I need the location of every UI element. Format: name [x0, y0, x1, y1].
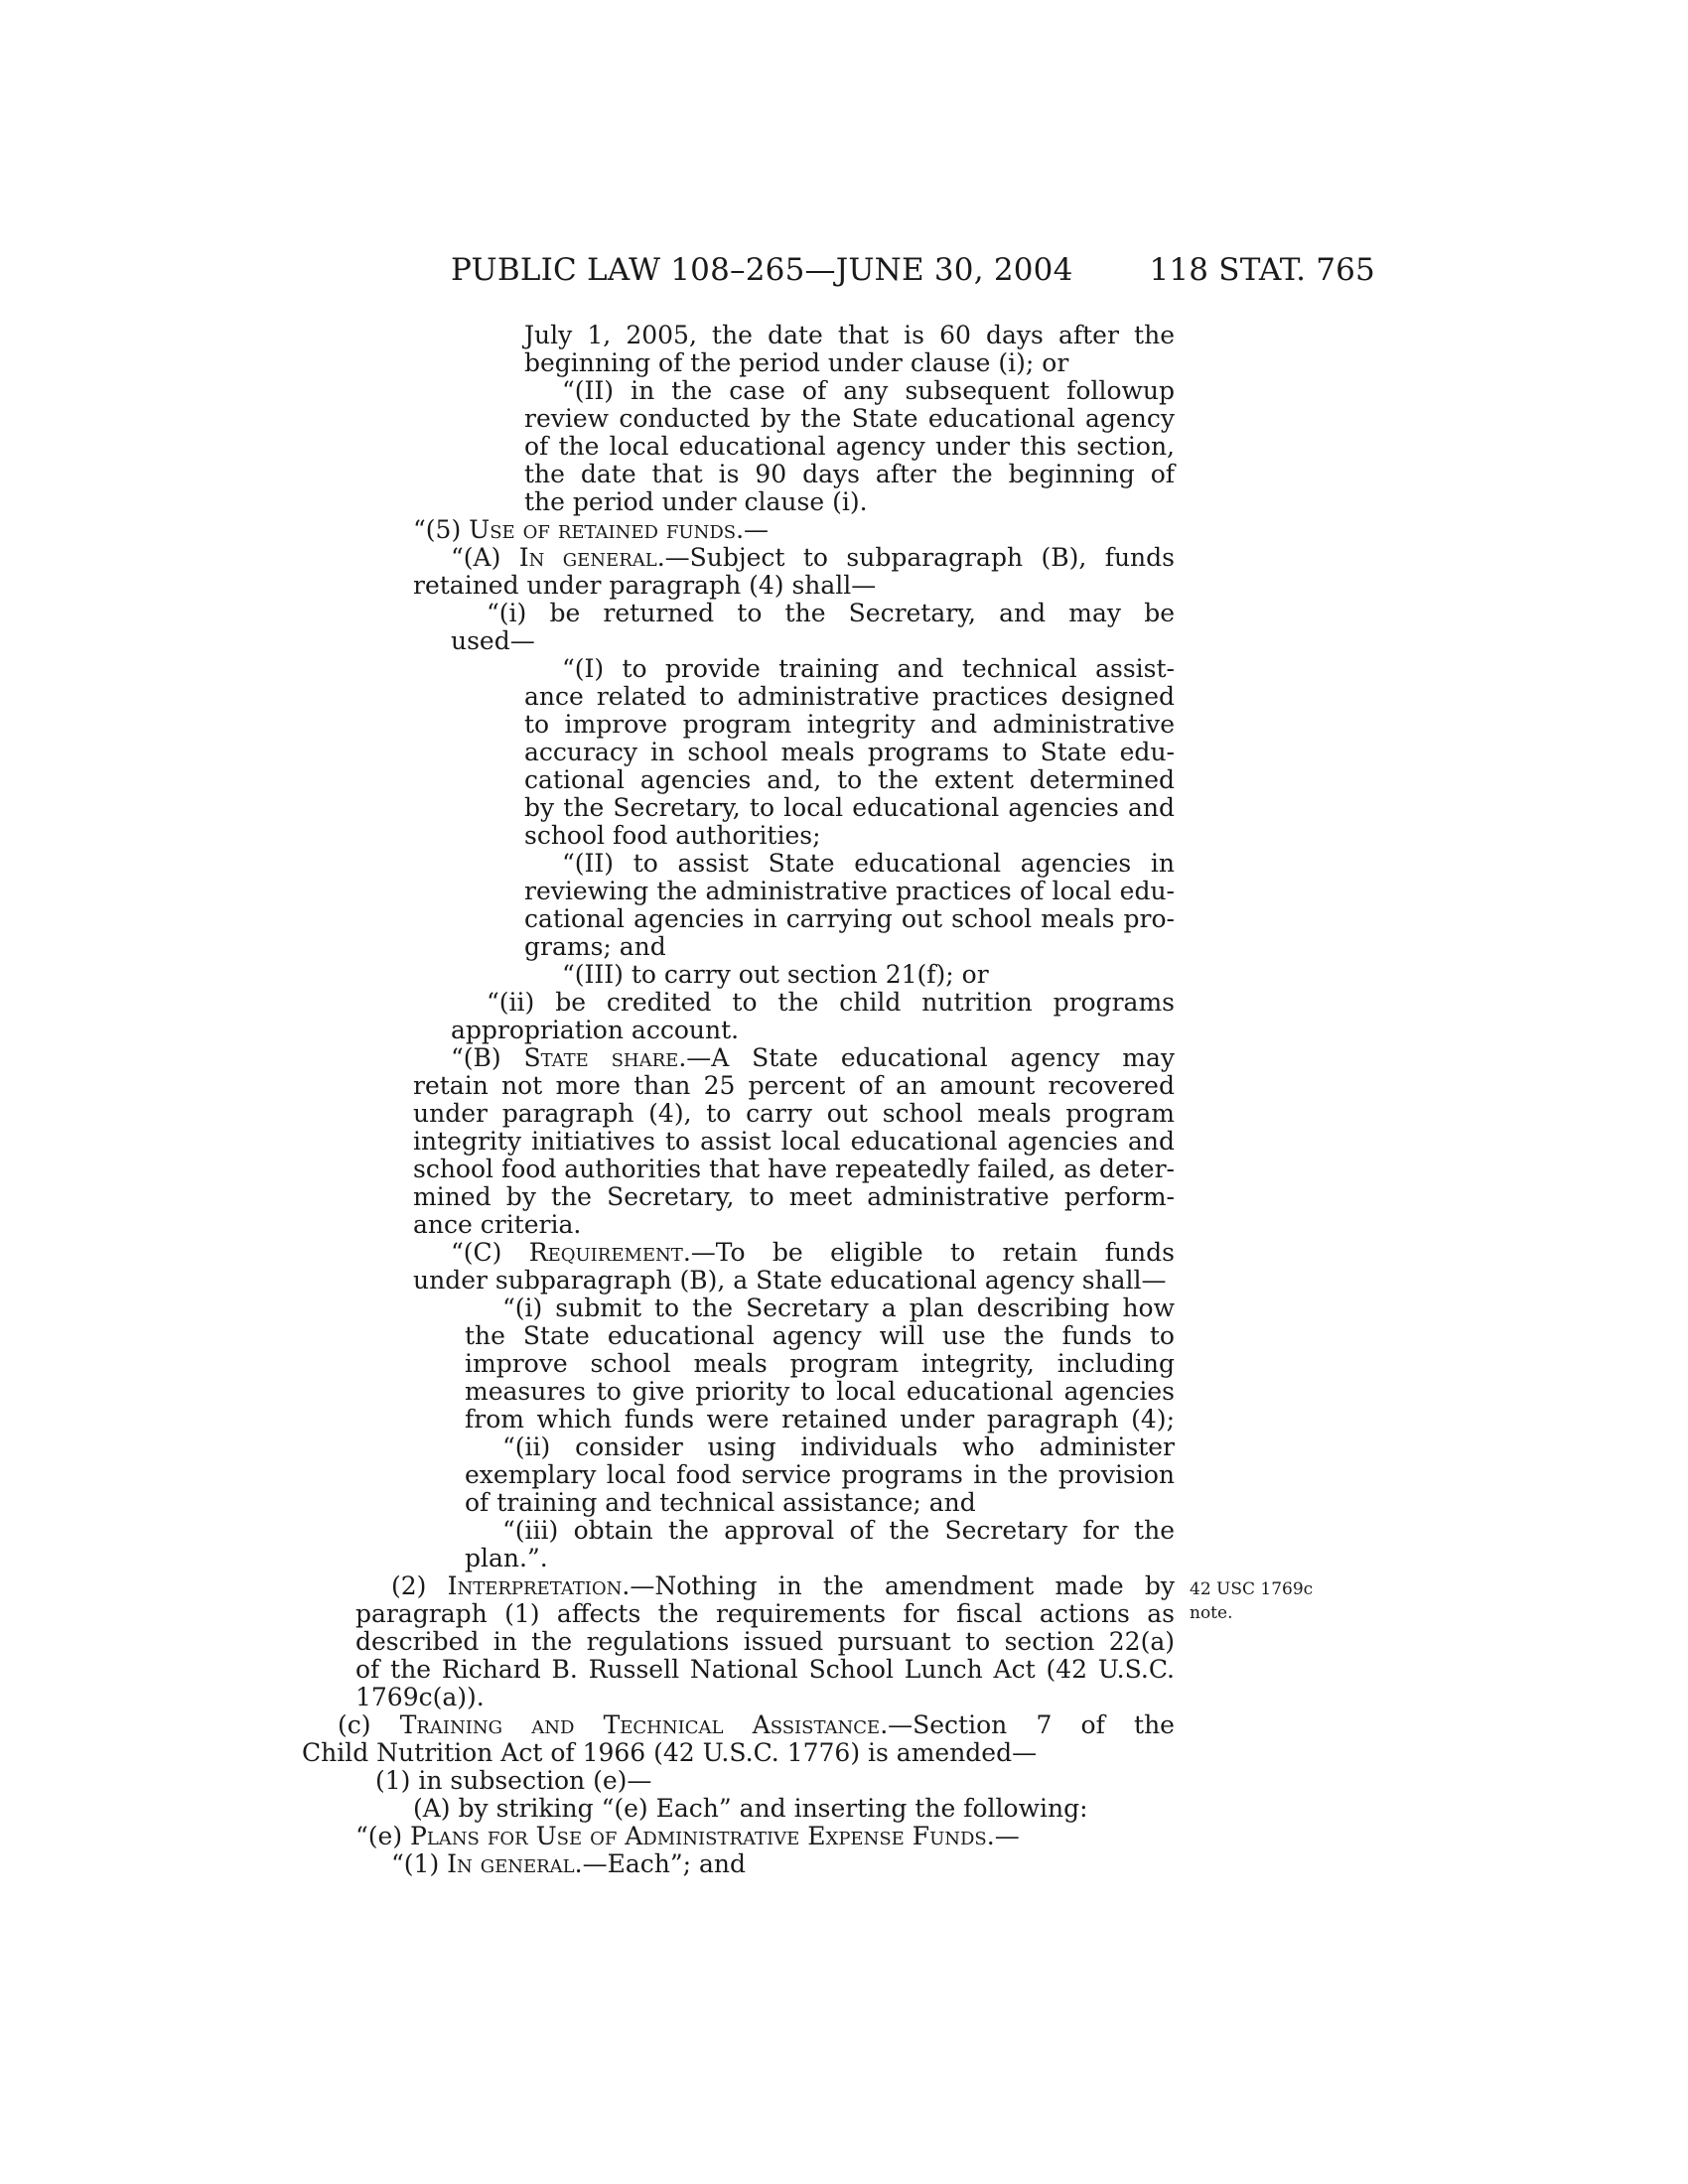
margin-note-note: note. — [1190, 1603, 1233, 1623]
text-line: review conducted by the State educational agency — [524, 404, 1175, 433]
paragraph-heading-line: “(C) Requirement.—To be eligible to retain funds — [451, 1238, 1175, 1267]
text-line: the period under clause (i). — [524, 487, 868, 516]
run-in-heading: Training and Technical Assistance — [399, 1710, 881, 1739]
run-in-heading: In general — [518, 543, 657, 572]
text-line: integrity initiatives to assist local educational agencies and — [413, 1127, 1175, 1156]
text-line: 1769c(a)). — [355, 1683, 485, 1711]
text-line: beginning of the period under clause (i); or — [524, 348, 1069, 377]
text-line: “(i) be returned to the Secretary, and may be — [487, 599, 1175, 627]
run-in-heading: In general — [447, 1849, 575, 1878]
run-in-heading: Interpretation — [447, 1571, 623, 1600]
text-line: used— — [451, 626, 535, 655]
text-line: ance criteria. — [413, 1210, 582, 1239]
running-header-page-number: 118 STAT. 765 — [1149, 252, 1375, 288]
text-line: paragraph (1) affects the requirements for fiscal actions as — [355, 1599, 1175, 1628]
text-line: “(ii) consider using individuals who administer — [502, 1433, 1175, 1461]
text-line: “(II) in the case of any subsequent followup — [562, 376, 1175, 405]
text-line: “(ii) be credited to the child nutrition programs — [487, 988, 1175, 1017]
text-line: of the local educational agency under this section, — [524, 432, 1175, 461]
text-line: ance related to administrative practices designed — [524, 682, 1175, 711]
text-line: appropriation account. — [451, 1016, 740, 1044]
run-in-heading: Use of retained funds — [469, 515, 737, 544]
text-line: described in the regulations issued pursuant to section 22(a) — [355, 1627, 1175, 1656]
text-line: (1) in subsection (e)— — [375, 1766, 652, 1795]
text-line: exemplary local food service programs in the provision — [465, 1460, 1175, 1489]
text-line: reviewing the administrative practices of local edu- — [524, 877, 1175, 905]
text-line: measures to give priority to local educational agencies — [465, 1377, 1175, 1406]
text-line: under paragraph (4), to carry out school meals program — [413, 1099, 1175, 1128]
text-line: grams; and — [524, 932, 666, 961]
running-header-title: PUBLIC LAW 108–265—JUNE 30, 2004 — [451, 252, 1073, 288]
text-line: cational agencies in carrying out school meals pro- — [524, 904, 1175, 933]
text-line: accuracy in school meals programs to State edu- — [524, 738, 1175, 766]
paragraph-heading-line: (c) Training and Technical Assistance.—Section 7 of the — [338, 1710, 1175, 1739]
text-line: (A) by striking “(e) Each” and inserting the following: — [413, 1794, 1088, 1823]
text-line: the date that is 90 days after the beginning of — [524, 460, 1175, 488]
text-line: under subparagraph (B), a State educational agency shall— — [413, 1266, 1167, 1295]
text-line: retained under paragraph (4) shall— — [413, 571, 877, 600]
text-line: from which funds were retained under paragraph (4); — [465, 1405, 1175, 1433]
run-in-heading: State share — [523, 1043, 679, 1072]
text-line: July 1, 2005, the date that is 60 days after the — [524, 321, 1175, 349]
text-line: “(II) to assist State educational agencies in — [562, 849, 1175, 878]
paragraph-heading-line: “(B) State share.—A State educational agency may — [451, 1043, 1176, 1072]
text-line: school food authorities; — [524, 821, 821, 850]
margin-note-citation: 42 USC 1769c — [1190, 1579, 1314, 1599]
text-line: to improve program integrity and administrative — [524, 710, 1175, 739]
text-line: “(III) to carry out section 21(f); or — [562, 960, 989, 989]
text-line: of training and technical assistance; and — [465, 1488, 976, 1517]
text-line: mined by the Secretary, to meet administrative perform- — [413, 1182, 1175, 1211]
text-line: Child Nutrition Act of 1966 (42 U.S.C. 1776) is amended— — [302, 1738, 1038, 1767]
text-line: the State educational agency will use the funds to — [465, 1321, 1175, 1350]
text-line: “(i) submit to the Secretary a plan describing how — [502, 1294, 1175, 1322]
text-line: “(iii) obtain the approval of the Secretary for the — [502, 1516, 1175, 1545]
text-line: “(I) to provide training and technical assist- — [562, 654, 1175, 683]
paragraph-heading-line: “(e) Plans for Use of Administrative Expense Funds.— — [355, 1822, 1020, 1850]
text-line: improve school meals program integrity, including — [465, 1349, 1175, 1378]
paragraph-heading-line: “(A) In general.—Subject to subparagraph (B), funds — [451, 543, 1175, 572]
run-in-heading: Plans for Use of Administrative Expense Funds — [410, 1822, 987, 1850]
text-line: cational agencies and, to the extent determined — [524, 765, 1175, 794]
text-line: retain not more than 25 percent of an amount recovered — [413, 1071, 1175, 1100]
paragraph-heading-line: (2) Interpretation.—Nothing in the amendment made by — [391, 1571, 1176, 1600]
paragraph-heading-line: “(5) Use of retained funds.— — [413, 515, 770, 544]
paragraph-heading-line: “(1) In general.—Each”; and — [391, 1849, 747, 1878]
text-line: of the Richard B. Russell National School Lunch Act (42 U.S.C. — [355, 1655, 1175, 1684]
text-line: plan.”. — [465, 1544, 548, 1572]
text-line: school food authorities that have repeatedly failed, as deter- — [413, 1155, 1175, 1183]
text-line: by the Secretary, to local educational agencies and — [524, 793, 1175, 822]
run-in-heading: Requirement — [528, 1238, 683, 1267]
